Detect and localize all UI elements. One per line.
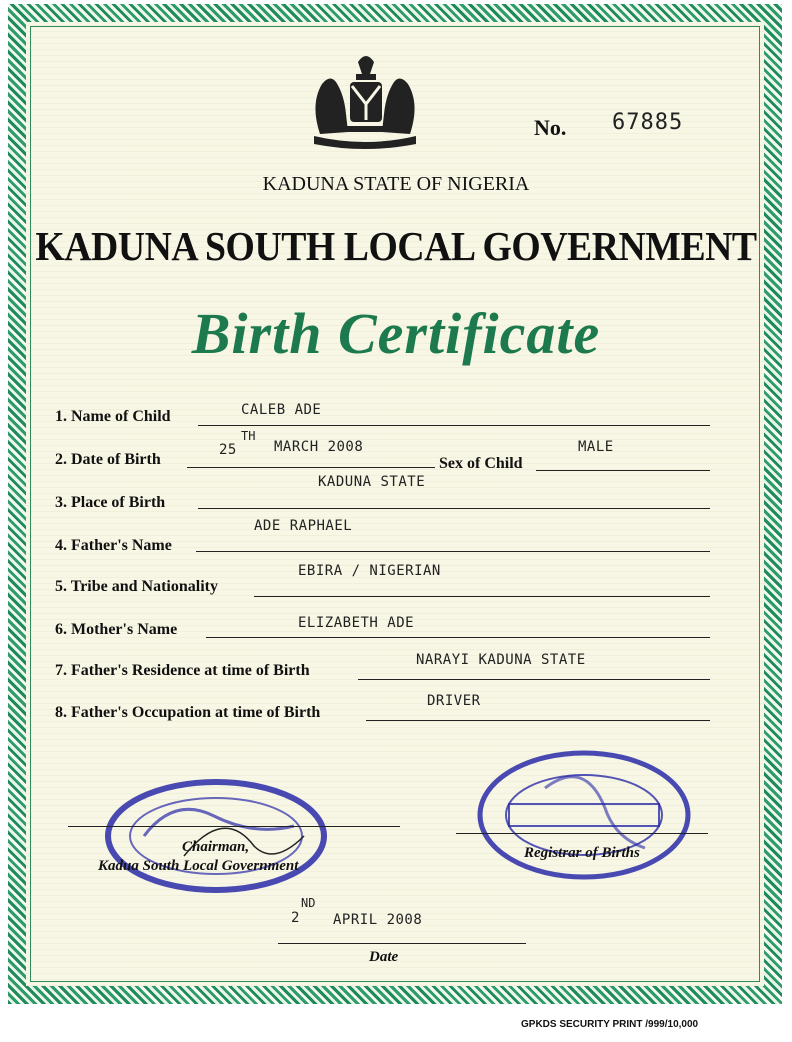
field-line bbox=[198, 508, 710, 509]
field-value-fathers-residence: NARAYI KADUNA STATE bbox=[416, 652, 586, 668]
registrar-signature-line bbox=[456, 833, 708, 834]
issue-date-rest: APRIL 2008 bbox=[333, 912, 423, 928]
field-line bbox=[366, 720, 710, 721]
field-value-dob-suffix: TH bbox=[241, 429, 256, 443]
coat-of-arms-icon bbox=[300, 44, 430, 154]
chairman-signature-line bbox=[68, 826, 400, 827]
security-print-footer: GPKDS SECURITY PRINT /999/10,000 bbox=[521, 1019, 699, 1030]
field-label-sex-of-child: Sex of Child bbox=[439, 455, 523, 472]
field-line bbox=[198, 425, 710, 426]
chairman-lga: Kadua South Local Government bbox=[98, 858, 299, 874]
issue-date-day: 2 bbox=[291, 910, 300, 926]
field-label-date-of-birth: 2. Date of Birth bbox=[55, 451, 161, 468]
field-value-place-of-birth: KADUNA STATE bbox=[318, 474, 426, 490]
field-value-mothers-name: ELIZABETH ADE bbox=[298, 615, 415, 631]
field-label-place-of-birth: 3. Place of Birth bbox=[55, 494, 166, 511]
field-label-fathers-name: 4. Father's Name bbox=[55, 537, 172, 554]
chairman-stamp-icon bbox=[104, 776, 328, 896]
field-label-mothers-name: 6. Mother's Name bbox=[55, 621, 178, 638]
issue-date-line bbox=[278, 943, 526, 944]
field-line bbox=[358, 679, 710, 680]
field-line bbox=[206, 637, 710, 638]
certificate-number-label: No. bbox=[534, 115, 567, 140]
field-line bbox=[254, 596, 710, 597]
field-value-tribe-nationality: EBIRA / NIGERIAN bbox=[298, 563, 441, 579]
field-value-fathers-occupation: DRIVER bbox=[427, 693, 481, 709]
certificate-number: 67885 bbox=[612, 110, 684, 135]
field-line bbox=[196, 551, 710, 552]
field-value-sex-of-child: MALE bbox=[578, 439, 614, 455]
local-government-heading: KADUNA SOUTH LOCAL GOVERNMENT bbox=[35, 223, 757, 269]
field-value-name-of-child: CALEB ADE bbox=[241, 402, 322, 418]
issue-date-label: Date bbox=[369, 949, 399, 965]
field-label-tribe-nationality: 5. Tribe and Nationality bbox=[55, 578, 218, 595]
certificate-title: Birth Certificate bbox=[191, 301, 601, 366]
state-heading: KADUNA STATE OF NIGERIA bbox=[262, 173, 530, 195]
issue-date-suffix: ND bbox=[301, 896, 316, 910]
registrar-title: Registrar of Births bbox=[524, 845, 640, 861]
field-value-fathers-name: ADE RAPHAEL bbox=[254, 518, 353, 534]
field-line bbox=[536, 470, 710, 471]
chairman-title: Chairman, bbox=[182, 839, 250, 855]
field-label-fathers-residence: 7. Father's Residence at time of Birth bbox=[55, 662, 310, 679]
field-label-fathers-occupation: 8. Father's Occupation at time of Birth bbox=[55, 704, 321, 721]
field-value-dob-rest: MARCH 2008 bbox=[274, 439, 364, 455]
field-label-name-of-child: 1. Name of Child bbox=[55, 408, 171, 425]
field-line bbox=[187, 467, 435, 468]
field-value-dob-day: 25 bbox=[219, 442, 237, 458]
